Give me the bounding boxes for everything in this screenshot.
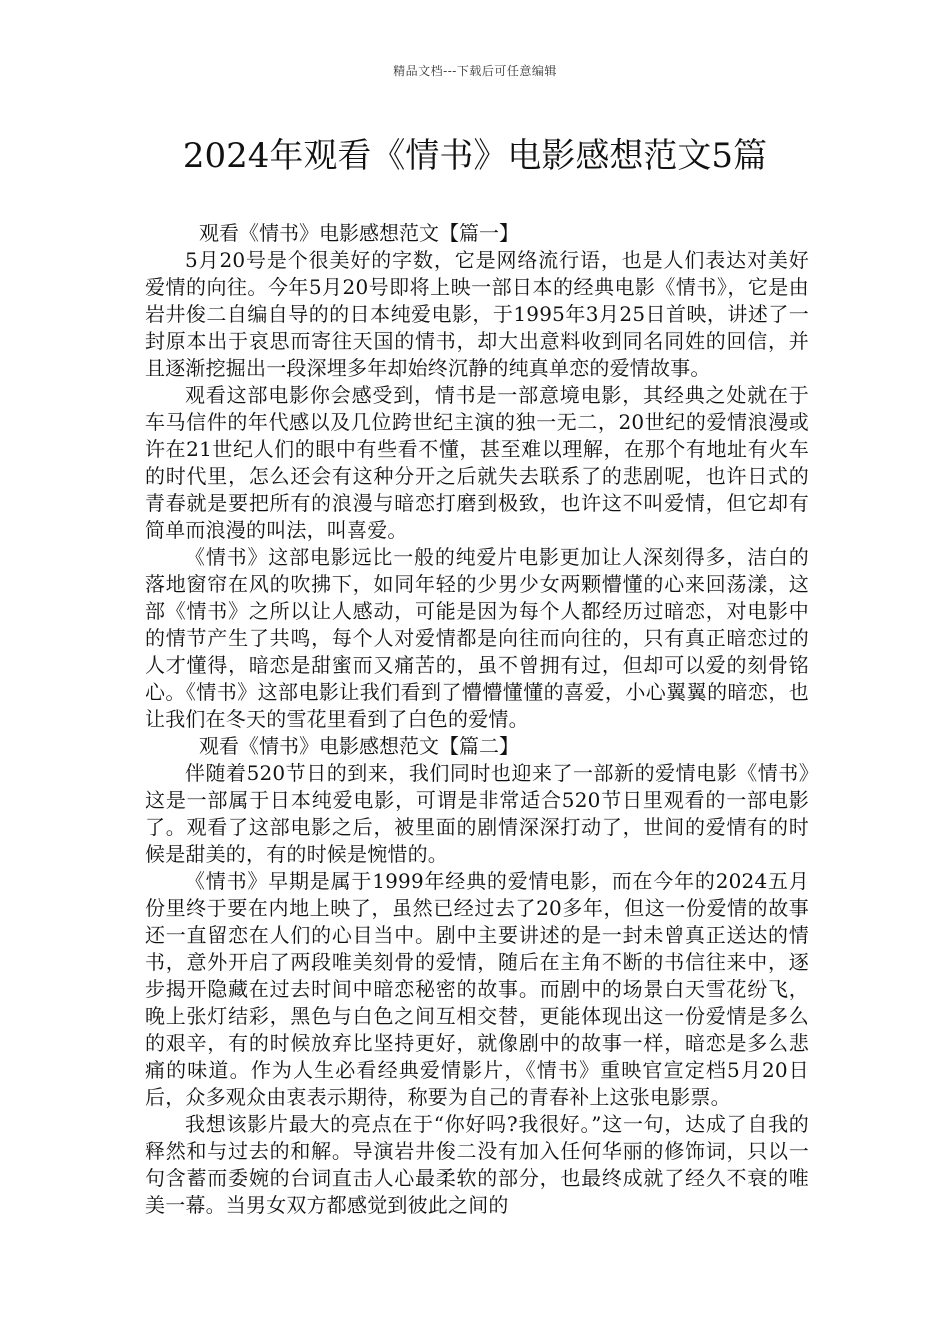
paragraph-3: 《情书》这部电影远比一般的纯爱片电影更加让人深刻得多，洁白的落地窗帘在风的吹拂下，如同年轻的少男少女两颗懵懂的心来回荡漾，这部《情书》之所以让人感动，可能是因为每个人都经历过暗恋，对电影中的情节产生了共鸣，每个人对爱情都是向往而向往的，只有真正暗恋过的人才懂得，暗恋是甜蜜而又痛苦的，虽不曾拥有过，但却可以爱的刻骨铭心。《情书》这部电影让我们看到了懵懵懂懂的喜爱，小心翼翼的暗恋，也让我们在冬天的雪花里看到了白色的爱情。 [145, 545, 809, 731]
paragraph-2: 观看这部电影你会感受到，情书是一部意境电影，其经典之处就在于车马信件的年代感以及几位跨世纪主演的独一无二，20世纪的爱情浪漫或许在21世纪人们的眼中有些看不懂，甚至难以理解，在那个有地址有火车的时代里，怎么还会有这种分开之后就失去联系了的悲剧呢，也许日式的青春就是要把所有的浪漫与暗恋打磨到极致，也许这不叫爱情，但它却有简单而浪漫的叫法，叫喜爱。 [145, 383, 809, 542]
section-heading-1: 观看《情书》电影感想范文【篇一】 [199, 221, 519, 245]
paragraph-6: 我想该影片最大的亮点在于“你好吗?我很好。”这一句，达成了自我的释然和与过去的和解。导演岩井俊二没有加入任何华丽的修饰词，只以一句含蓄而委婉的台词直击人心最柔软的部分，也最终成就了经久不衰的唯美一幕。当男女双方都感觉到彼此之间的 [145, 1112, 809, 1217]
header-note: 精品文档---下载后可任意编辑 [393, 64, 557, 78]
section-heading-2: 观看《情书》电影感想范文【篇二】 [199, 734, 519, 758]
paragraph-4: 伴随着520节日的到来，我们同时也迎来了一部新的爱情电影《情书》这是一部属于日本纯爱电影，可谓是非常适合520节日里观看的一部电影了。观看了这部电影之后，被里面的剧情深深打动了，世间的爱情有的时候是甜美的，有的时候是惋惜的。 [145, 761, 809, 866]
paragraph-1: 5月20号是个很美好的字数，它是网络流行语，也是人们表达对美好爱情的向往。今年5月20号即将上映一部日本的经典电影《情书》，它是由岩井俊二自编自导的的日本纯爱电影，于1995年3月25日首映，讲述了一封原本出于哀思而寄往天国的情书，却大出意料收到同名同姓的回信，并且逐渐挖掘出一段深埋多年却始终沉静的纯真单恋的爱情故事。 [145, 248, 809, 380]
document-body [145, 220, 809, 1219]
document-title: 2024年观看《情书》电影感想范文5篇 [182, 136, 768, 176]
paragraph-5: 《情书》早期是属于1999年经典的爱情电影，而在今年的2024五月份里终于要在内地上映了，虽然已经过去了20多年，但这一份爱情的故事还一直留恋在人们的心目当中。剧中主要讲述的是一封未曾真正送达的情书，意外开启了两段唯美刻骨的爱情，随后在主角不断的书信往来中，逐步揭开隐藏在过去时间中暗恋秘密的故事。而剧中的场景白天雪花纷飞，晚上张灯结彩，黑色与白色之间互相交替，更能体现出这一份爱情是多么的艰辛，有的时候放弃比坚持更好，就像剧中的故事一样，暗恋是多么悲痛的味道。作为人生必看经典爱情影片，《情书》重映官宣定档5月20日后，众多观众由衷表示期待，称要为自己的青春补上这张电影票。 [145, 869, 809, 1109]
